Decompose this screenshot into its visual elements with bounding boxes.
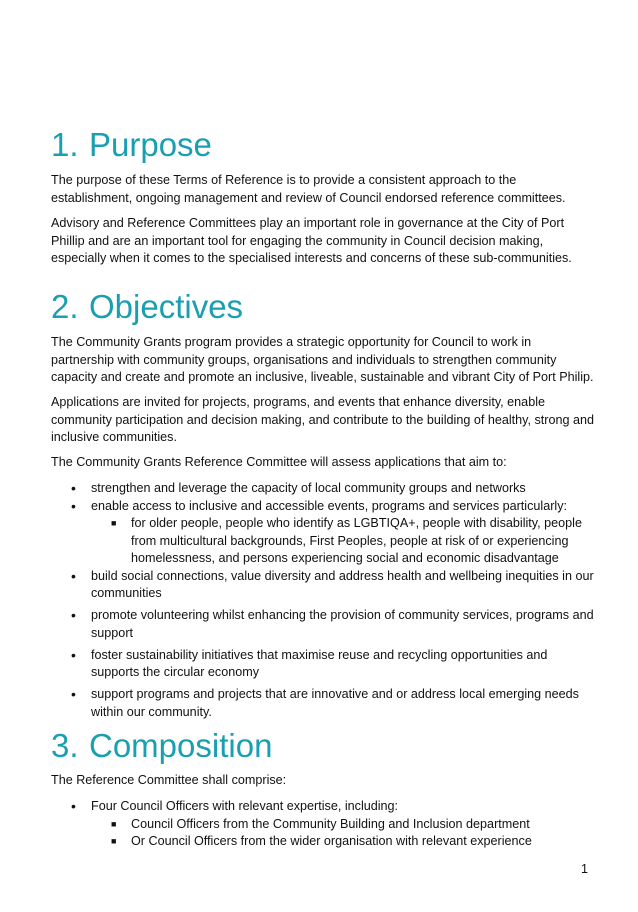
list-item-text: promote volunteering whilst enhancing the provision of community services, programs and support [91, 608, 594, 640]
objectives-list [51, 480, 596, 721]
list-item-text: enable access to inclusive and accessible events, programs and services particularly: [91, 498, 567, 513]
paragraph: Applications are invited for projects, programs, and events that enhance diversity, enable community participation and decision making, and contribute to the building of healthy, strong and inclusive communities. [51, 395, 595, 444]
list-item-text: Or Council Officers from the wider organisation with relevant experience [131, 834, 532, 848]
list-item [51, 568, 596, 603]
bullet-icon: • [71, 607, 76, 623]
list-item-text: build social connections, value diversity and address health and wellbeing inequities in our communities [91, 568, 594, 600]
square-bullet-icon: ■ [111, 836, 117, 846]
section-title: Composition [89, 727, 273, 764]
paragraph: The purpose of these Terms of Reference is to provide a consistent approach to the establishment, ongoing management and review of Council endorsed reference committees. [51, 173, 566, 205]
section-heading-objectives [51, 288, 243, 326]
paragraph: The Reference Committee shall comprise: [51, 773, 287, 787]
list-item-text: strengthen and leverage the capacity of local community groups and networks [91, 481, 526, 495]
list-item-text: support programs and projects that are innovative and or address local emerging needs within our community. [91, 687, 579, 719]
square-bullet-icon: ■ [111, 518, 117, 528]
section-number: 1. [51, 126, 79, 163]
list-item-text: foster sustainability initiatives that maximise reuse and recycling opportunities and supports the circular economy [91, 647, 548, 679]
bullet-icon: • [71, 686, 76, 702]
paragraph: The Community Grants Reference Committee will assess applications that aim to: [51, 455, 507, 469]
list-item-text: Council Officers from the Community Building and Inclusion department [131, 816, 530, 831]
list-item [51, 647, 596, 682]
list-item-text: Four Council Officers with relevant expertise, including: [91, 799, 399, 813]
section-heading-composition [51, 727, 272, 765]
list-item-text: for older people, people who identify as LGBTIQA+, people with disability, people from multicultural backgrounds, First Peoples, people at risk of or experiencing homelessness, and persons experiencing social and economic disadvantage [131, 516, 582, 565]
section-title: Purpose [89, 126, 212, 163]
section-title: Objectives [89, 288, 244, 325]
list-item [51, 480, 596, 498]
paragraph: Advisory and Reference Committees play an important role in governance at the City of Port Phillip and are an important tool for engaging the community in Council decision making, especially when it comes to the specialised interests and concerns of these sub-communities. [51, 216, 572, 265]
sub-list-item [51, 833, 596, 851]
paragraph: The Community Grants program provides a strategic opportunity for Council to work in partnership with community groups, organisations and individuals to strengthen community capacity and create and promote an inclusive, liveable, sustainable and vibrant City of Port Philip. [51, 335, 594, 384]
sub-list-item [51, 816, 596, 834]
bullet-icon: • [71, 798, 76, 814]
list-item [51, 686, 596, 721]
section-number: 2. [51, 288, 79, 325]
bullet-icon: • [71, 480, 76, 496]
page-number: 1 [580, 862, 588, 876]
section-heading-purpose [51, 126, 212, 164]
section-number: 3. [51, 727, 79, 764]
composition-list [51, 798, 596, 851]
sub-list-item [51, 515, 596, 568]
list-item [51, 607, 596, 642]
bullet-icon: • [71, 567, 76, 584]
bullet-icon: • [71, 497, 76, 514]
list-item [51, 798, 596, 816]
bullet-icon: • [71, 646, 76, 663]
list-item [51, 498, 596, 516]
square-bullet-icon: ■ [111, 818, 117, 829]
